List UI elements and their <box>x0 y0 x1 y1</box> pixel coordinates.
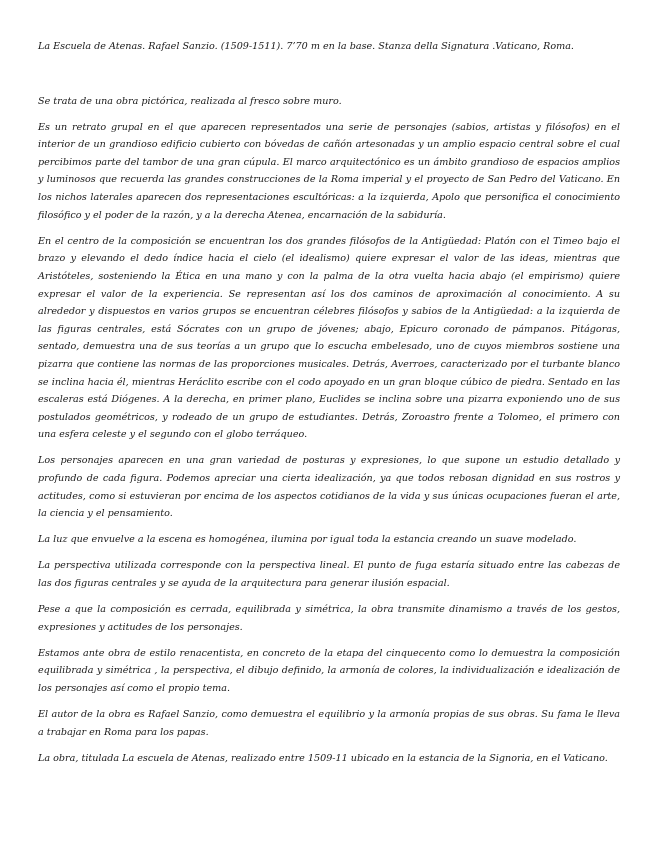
paragraph-description: Es un retrato grupal en el que aparecen representados una serie de personajes (sabios, artistas y filósofos) en el interior de un grandioso edificio cubierto con bóvedas de cañón artesonadas y un amplio espacio central sobre el cual percibimos parte del tambor de una gran cúpula. El marco arquitectónico es un ámbito grandioso de espacios amplios y luminosos que recuerda las grandes construcciones de la Roma imperial y el proyecto de San Pedro del Vaticano. En los nichos laterales aparecen dos representaciones escultóricas: a la izquierda, Apolo que personifica el conocimiento filosófico y el poder de la razón, y a la derecha Atenea, encarnación de la sabiduría. <box>38 121 620 221</box>
paragraph-technique: Se trata de una obra pictórica, realizada al fresco sobre muro. <box>38 95 342 107</box>
document-title: La Escuela de Atenas. Rafael Sanzio. (1509-1511). 7’70 m en la base. Stanza della Signatura .Vaticano, Roma. <box>38 41 574 52</box>
title-spacer <box>38 56 620 93</box>
paragraph-author: El autor de la obra es Rafael Sanzio, como demuestra el equilibrio y la armonía propias de sus obras. Su fama le lleva a trabajar en Roma para los papas. <box>38 709 620 738</box>
paragraph-style: Estamos ante obra de estilo renacentista, en concreto de la etapa del cinquecento como lo demuestra la composición equilibrada y simétrica , la perspectiva, el dibujo definido, la armonía de colores, la individualización e idealización de los personajes así como el propio tema. <box>38 647 620 694</box>
paragraph-dynamism: Pese a que la composición es cerrada, equilibrada y simétrica, la obra transmite dinamismo a través de los gestos, expresiones y actitudes de los personajes. <box>38 604 620 633</box>
paragraph-conclusion: La obra, titulada La escuela de Atenas, realizado entre 1509-11 ubicado en la estancia de la Signoria, en el Vaticano. <box>38 752 608 764</box>
paragraph-composition: En el centro de la composición se encuentran los dos grandes filósofos de la Antigüedad: Platón con el Timeo bajo el brazo y elevando el dedo índice hacia el cielo (el idealismo) quiere expresar el valor de las ideas, mientras que Aristóteles, sosteniendo la Ética en una mano y con la palma de la otra vuelta hacia abajo (el empirismo) quiere expresar el valor de la experiencia. Se representan así los dos caminos de aproximación al conocimiento. A su alrededor y dispuestos en varios grupos se encuentran célebres filósofos y sabios de la Antigüedad: a la izquierda de las figuras centrales, está Sócrates con un grupo de jóvenes; abajo, Epicuro coronado de pámpanos. Pitágoras, sentado, demuestra una de sus teorías a un grupo que lo escucha embelesado, uno de cuyos miembros sostiene una pizarra que contiene las normas de las proporciones musicales. Detrás, Averroes, caracterizado por el turbante blanco se inclina hacia él, mientras Heráclito escribe con el codo apoyado en un gran bloque cúbico de piedra. Sentado en las escaleras está Diógenes. A la derecha, en primer plano, Euclides se inclina sobre una pizarra exponiendo uno de sus postulados geométricos, y rodeado de un grupo de estudiantes. Detrás, Zoroastro frente a Tolomeo, el primero con una esfera celeste y el segundo con el globo terráqueo. <box>38 235 620 441</box>
paragraph-light: La luz que envuelve a la escena es homogénea, ilumina por igual toda la estancia creando un suave modelado. <box>38 534 577 546</box>
paragraph-perspective: La perspectiva utilizada corresponde con la perspectiva lineal. El punto de fuga estaría situado entre las cabezas de las dos figuras centrales y se ayuda de la arquitectura para generar ilusión espacial. <box>38 560 620 589</box>
paragraph-characters: Los personajes aparecen en una gran variedad de posturas y expresiones, lo que supone un estudio detallado y profundo de cada figura. Podemos apreciar una cierta idealización, ya que todos rebosan dignidad en sus rostros y actitudes, como si estuvieran por encima de los aspectos cotidianos de la vida y sus únicas ocupaciones fueran el arte, la ciencia y el pensamiento. <box>38 455 620 520</box>
document-page <box>38 38 620 776</box>
